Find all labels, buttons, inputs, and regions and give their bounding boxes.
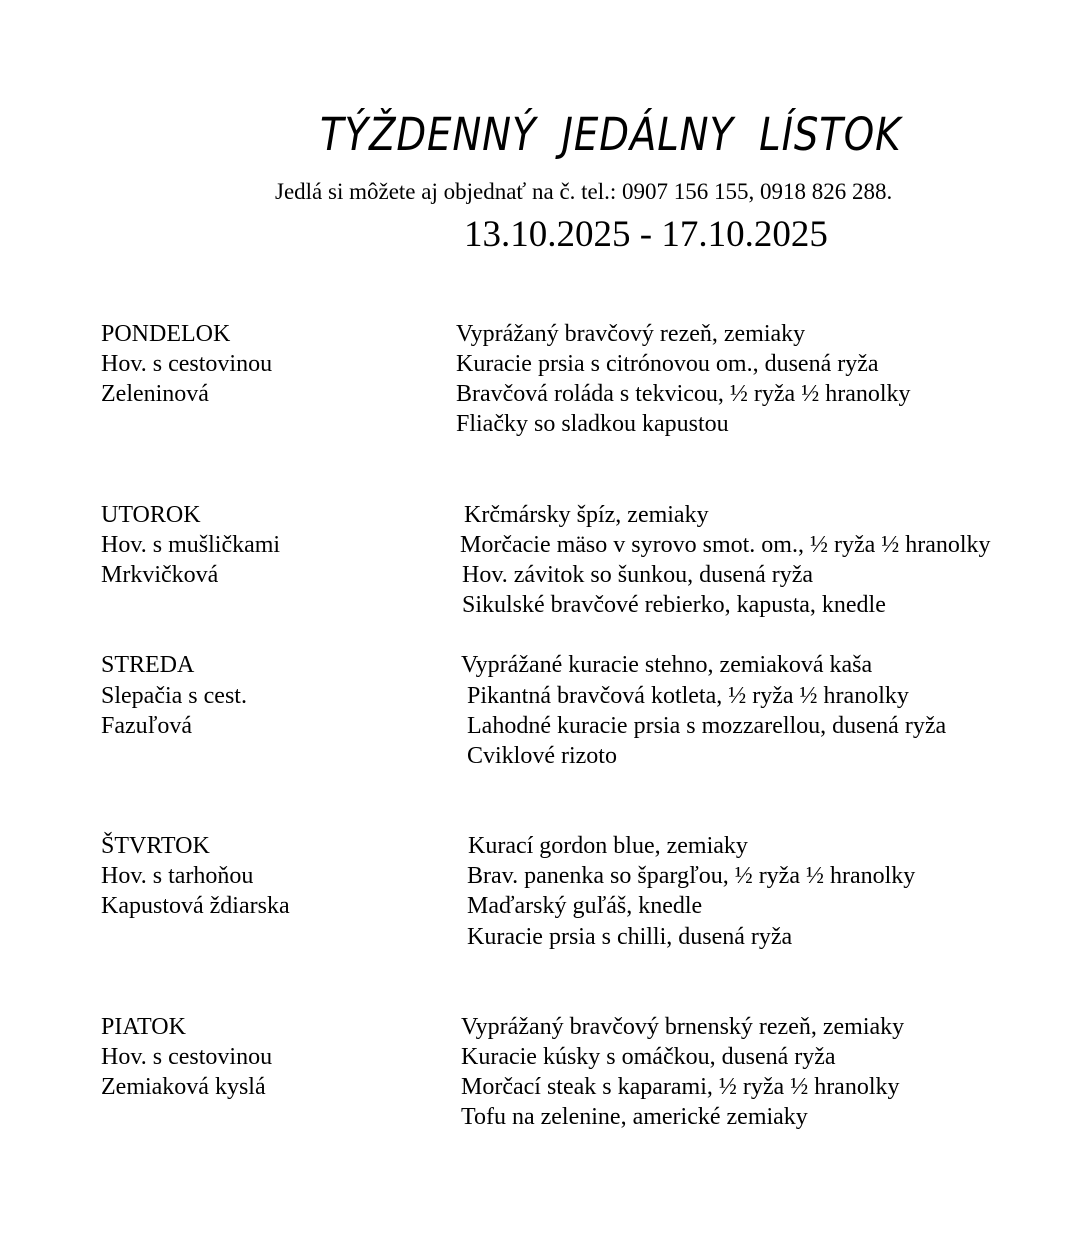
meal-item: Kuracie prsia s citrónovou om., dusená ryža [456, 351, 879, 377]
meal-item: Vyprážaný bravčový brnenský rezeň, zemiaky [461, 1014, 905, 1040]
soup-item: Mrkvičková [101, 562, 219, 588]
meal-item: Hov. závitok so šunkou, dusená ryža [462, 562, 814, 588]
day-name-wednesday: STREDA [101, 652, 195, 678]
day-name-tuesday: UTOROK [101, 502, 201, 528]
meal-item: Tofu na zelenine, americké zemiaky [461, 1104, 808, 1130]
meal-item: Kuracie kúsky s omáčkou, dusená ryža [461, 1044, 836, 1070]
soup-item: Kapustová ždiarska [101, 893, 290, 919]
meal-item: Kuracie prsia s chilli, dusená ryža [467, 924, 793, 950]
meal-item: Pikantná bravčová kotleta, ½ ryža ½ hranolky [467, 683, 909, 709]
soup-item: Hov. s cestovinou [101, 1044, 273, 1070]
meal-item: Lahodné kuracie prsia s mozzarellou, dusená ryža [467, 713, 947, 739]
meal-item: Vyprážané kuracie stehno, zemiaková kaša [461, 652, 873, 678]
meal-item: Sikulské bravčové rebierko, kapusta, knedle [462, 592, 886, 618]
meal-item: Morčací steak s kaparami, ½ ryža ½ hranolky [461, 1074, 900, 1100]
soup-item: Zeleninová [101, 381, 209, 407]
order-contact-note: Jedlá si môžete aj objednať na č. tel.: 0907 156 155, 0918 826 288. [275, 179, 893, 204]
soup-item: Fazuľová [101, 713, 193, 739]
soup-item: Hov. s cestovinou [101, 351, 273, 377]
soup-item: Zemiaková kyslá [101, 1074, 266, 1100]
soup-item: Hov. s mušličkami [101, 532, 281, 558]
meal-item: Maďarský guľáš, knedle [467, 893, 703, 919]
meal-item: Kurací gordon blue, zemiaky [468, 833, 748, 859]
page-title: TÝŽDENNÝ JEDÁLNY LÍSTOK [320, 108, 902, 161]
meal-item: Morčacie mäso v syrovo smot. om., ½ ryža ½ hranolky [460, 532, 991, 558]
meal-item: Bravčová roláda s tekvicou, ½ ryža ½ hranolky [456, 381, 911, 407]
date-range: 13.10.2025 - 17.10.2025 [464, 214, 828, 255]
soup-item: Hov. s tarhoňou [101, 863, 254, 889]
meal-item: Cviklové rizoto [467, 743, 617, 769]
meal-item: Vyprážaný bravčový rezeň, zemiaky [456, 321, 806, 347]
day-name-monday: PONDELOK [101, 321, 231, 347]
meal-item: Fliačky so sladkou kapustou [456, 411, 729, 437]
soup-item: Slepačia s cest. [101, 683, 247, 709]
day-name-thursday: ŠTVRTOK [101, 833, 210, 859]
meal-item: Brav. panenka so špargľou, ½ ryža ½ hranolky [467, 863, 916, 889]
meal-item: Krčmársky špíz, zemiaky [464, 502, 709, 528]
day-name-friday: PIATOK [101, 1014, 186, 1040]
